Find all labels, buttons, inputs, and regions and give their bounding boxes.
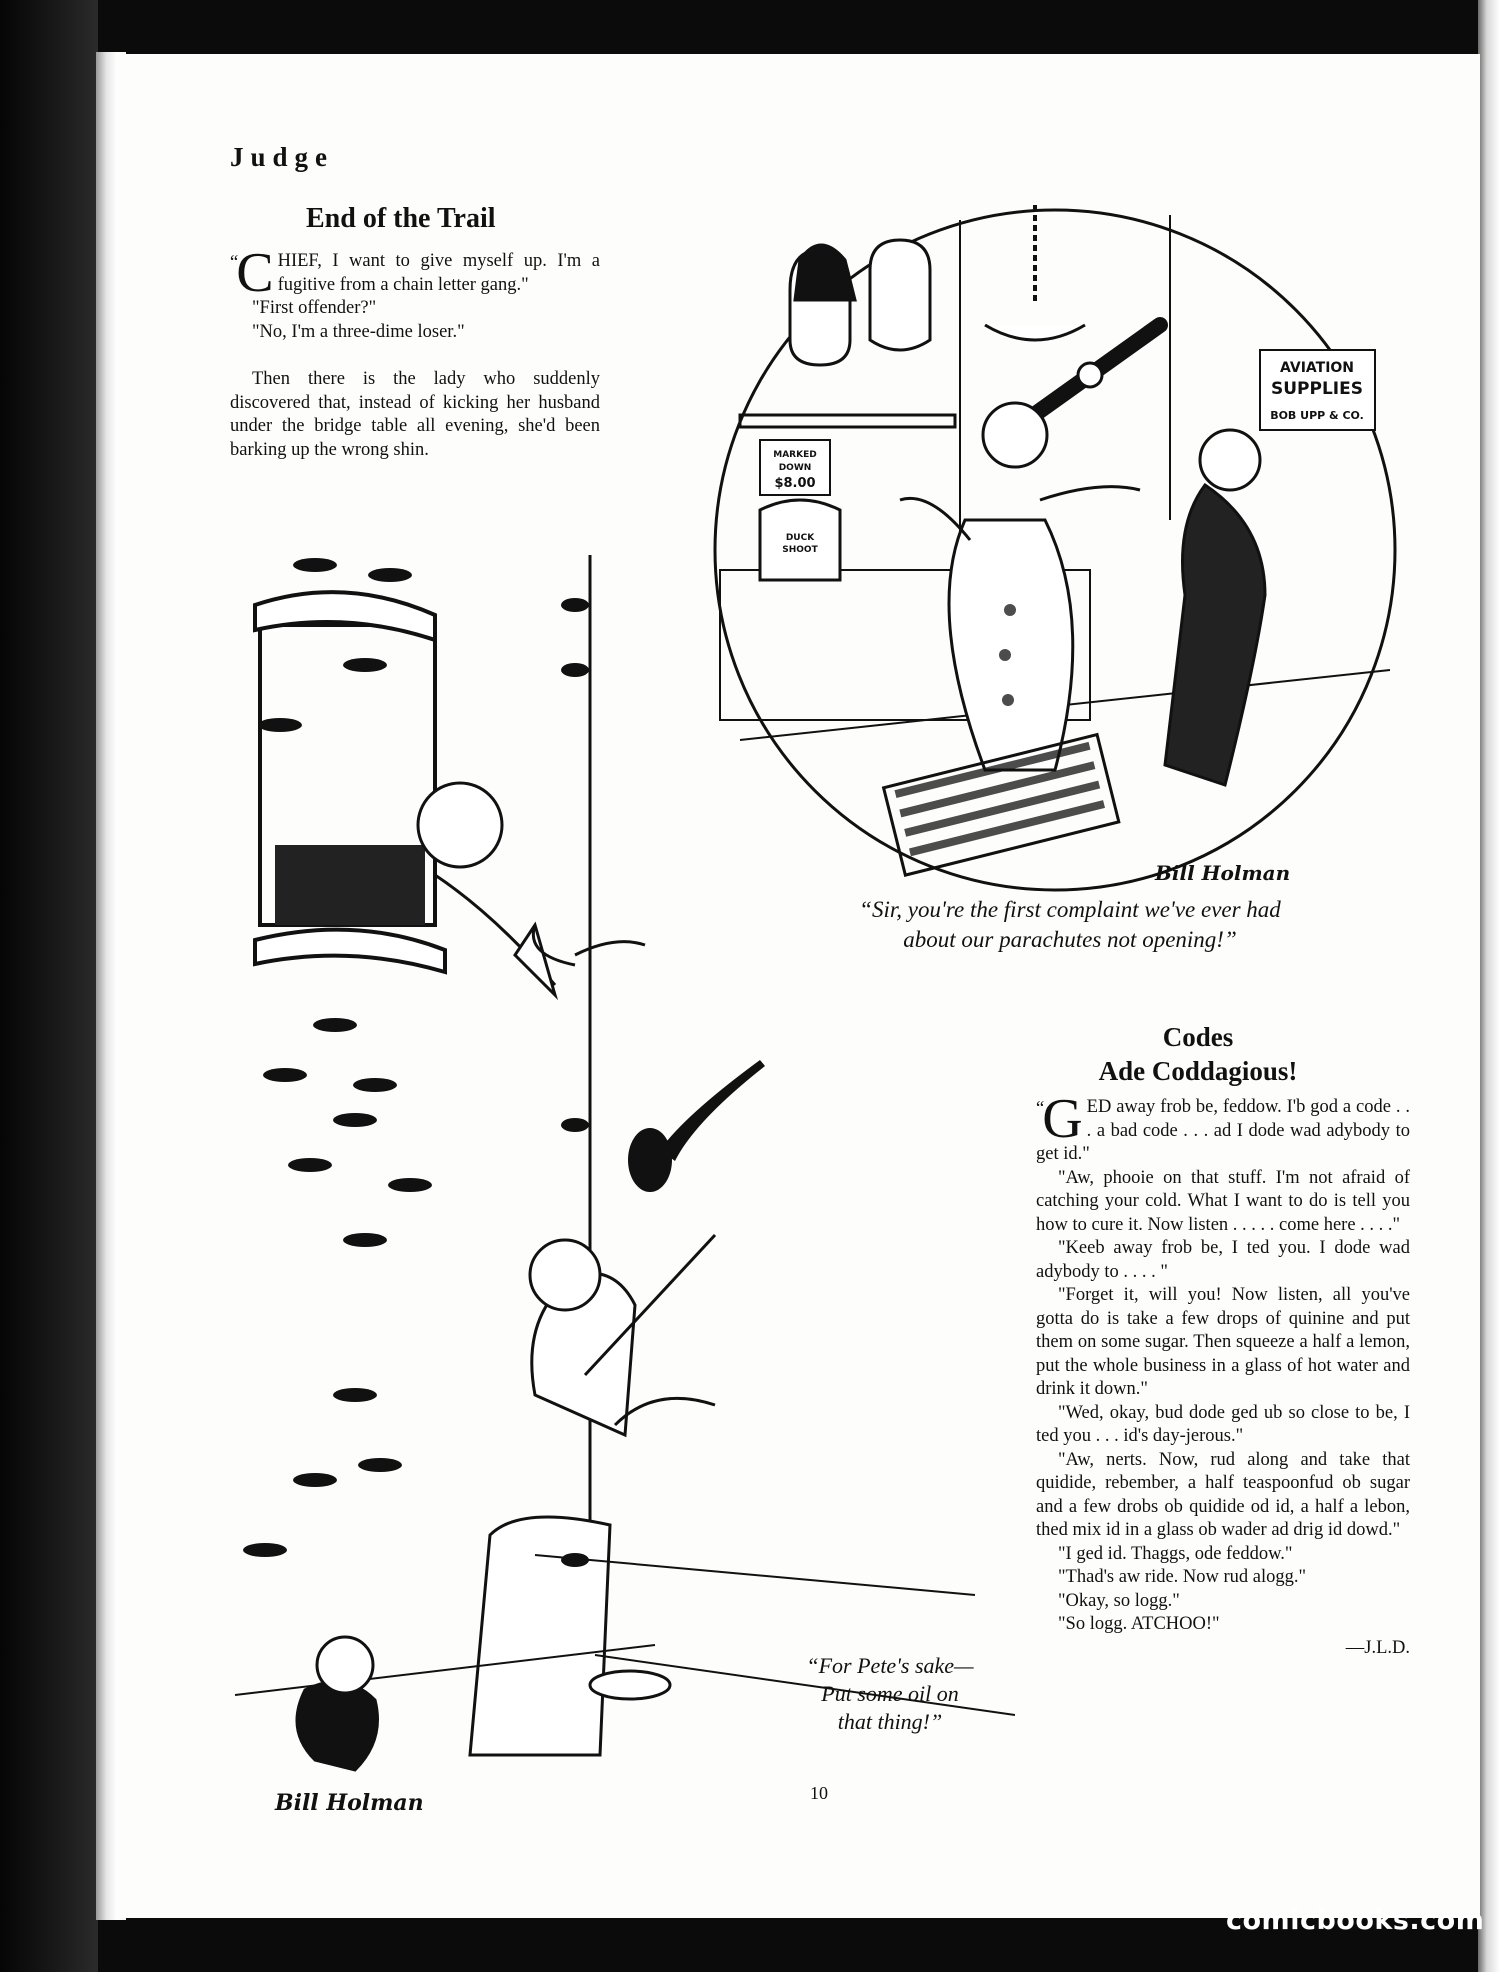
- article-body-codes: [1036, 1088, 1410, 1660]
- caption-line: Put some oil on: [821, 1681, 959, 1706]
- watermark: comicbooks.com: [1226, 1905, 1485, 1936]
- masthead: Judge: [230, 142, 335, 172]
- paragraph: "Okay, so logg.": [1058, 1590, 1180, 1611]
- caption-line: “Sir, you're the first complaint we've ever had: [859, 897, 1281, 922]
- price-tag-line-2: DOWN: [778, 463, 812, 473]
- shelf: [740, 415, 955, 427]
- price-tag-line-3: $8.00: [774, 476, 816, 491]
- paragraph: "Forget it, will you! Now listen, all you've gotta do is take a few drops of quinine and put them on some sugar. Then squeeze a half a lemon, put the whole business in a glass of hot water and drink it down.": [1036, 1285, 1410, 1399]
- paragraph: ED away frob be, feddow. I'b god a code . . . a bad code . . . ad I dode wad adybody to get id.": [1036, 1097, 1410, 1164]
- caption-line: about our parachutes not opening!”: [903, 927, 1237, 952]
- article-title-end-of-the-trail: End of the Trail: [306, 203, 496, 234]
- article-body-end-of-the-trail: [230, 242, 600, 462]
- paragraph: Then there is the lady who suddenly discovered that, instead of kicking her husband under the bridge table all evening, she'd been barking up the wrong shin.: [230, 369, 600, 460]
- paragraph: HIEF, I want to give myself up. I'm a fugitive from a chain letter gang.": [277, 251, 600, 295]
- paragraph: "Aw, nerts. Now, rud along and take that quidide, rebember, a half teaspoonfud ob sugar and a few drobs ob quidide od id, a half a lebon, thed mix id in a glass ob wader ad drig id dowd.": [1036, 1449, 1410, 1540]
- paragraph: "Aw, phooie on that stuff. I'm not afraid of catching your cold. What I want to do is tell you how to cure it. Now listen . . . . . come here . . . .": [1036, 1167, 1410, 1235]
- title-line: Ade Coddagious!: [1098, 1056, 1298, 1086]
- paragraph: "First offender?": [252, 298, 377, 318]
- price-tag-line-1: MARKED: [773, 450, 817, 460]
- sign-line-1: AVIATION: [1279, 360, 1355, 376]
- artist-signature: Bill Holman: [275, 1790, 424, 1815]
- paragraph: "Thad's aw ride. Now rud alogg.": [1058, 1567, 1307, 1587]
- paragraph: "I ged id. Thaggs, ode feddow.": [1058, 1543, 1293, 1564]
- paragraph: "Keeb away frob be, I ted you. I dode wad adybody to . . . . ": [1036, 1238, 1410, 1282]
- title-line: Codes: [1162, 1022, 1234, 1052]
- cartoon-violinist: [235, 545, 1015, 1815]
- scan-edge-right: [1478, 0, 1500, 1972]
- sign-line-3: BOB UPP & CO.: [1270, 409, 1364, 422]
- cartoon-caption-oil: [770, 1652, 1010, 1736]
- scan-edge-left: [0, 0, 98, 1972]
- drop-cap: C: [236, 242, 274, 304]
- sign-line-2: SUPPLIES: [1271, 379, 1363, 399]
- paragraph: "Wed, okay, bud dode ged ub so close to be, I ted you . . . id's day-jerous.": [1036, 1402, 1410, 1446]
- open-quote: “: [230, 253, 239, 273]
- paragraph: "So logg. ATCHOO!": [1058, 1614, 1220, 1634]
- article-title-codes: [1028, 1020, 1368, 1088]
- author-signoff: —J.L.D.: [1345, 1637, 1410, 1658]
- box-label-1: DUCK: [785, 533, 815, 543]
- drop-cap: G: [1042, 1088, 1083, 1150]
- caption-line: “For Pete's sake—: [806, 1653, 974, 1678]
- artist-signature: Bill Holman: [1155, 861, 1291, 885]
- box-label-2: SHOOT: [782, 545, 818, 555]
- paragraph: "No, I'm a three-dime loser.": [252, 321, 465, 342]
- page-number: 10: [810, 1783, 828, 1803]
- open-quote: “: [1036, 1099, 1045, 1119]
- caption-line: that thing!”: [837, 1709, 943, 1734]
